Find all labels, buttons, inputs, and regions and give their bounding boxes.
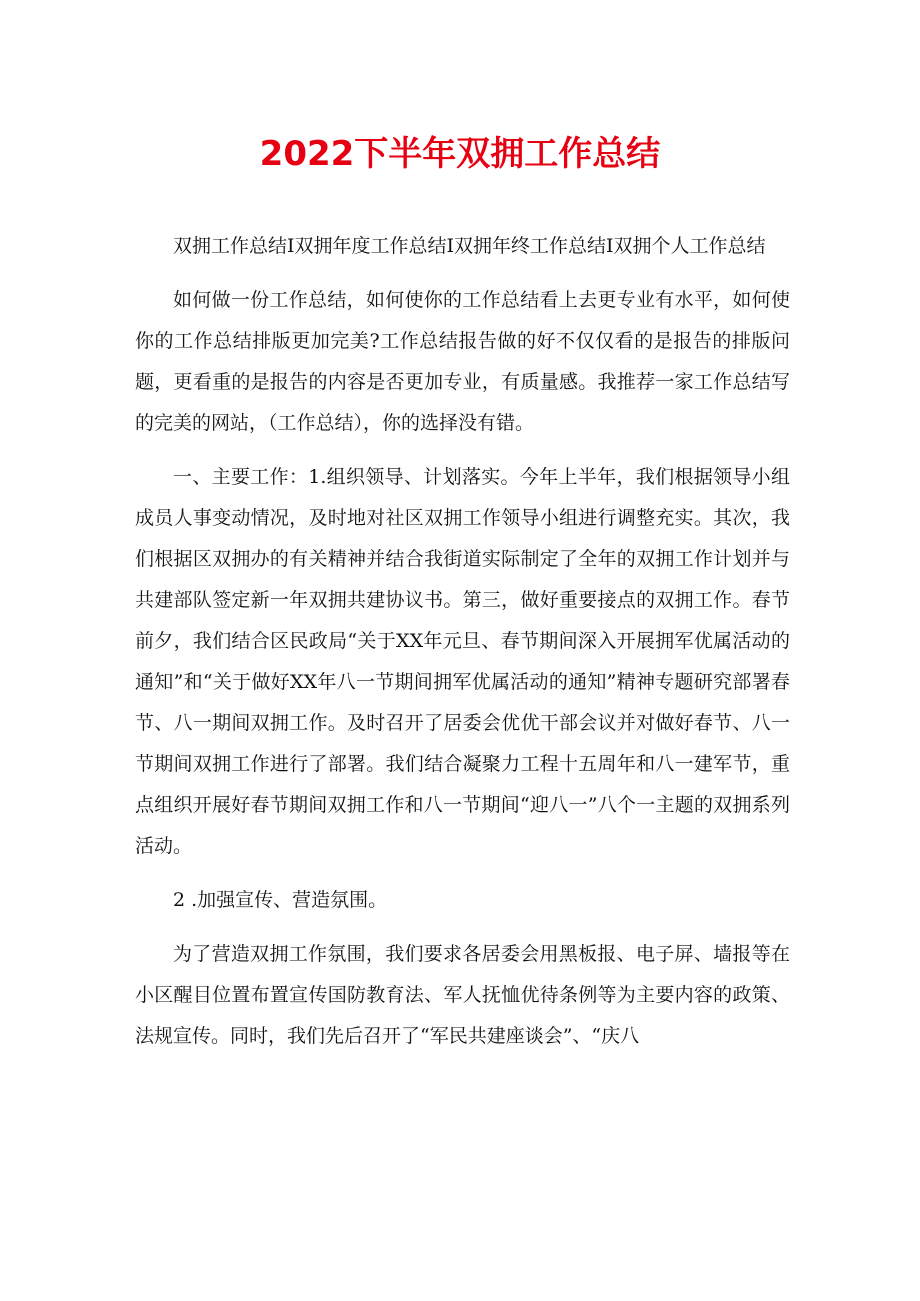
paragraph-intro: 如何做一份工作总结，如何使你的工作总结看上去更专业有水平，如何使你的工作总结排版更加完美?工作总结报告做的好不仅仅看的是报告的排版问题，更看重的是报告的内容是否更加专业，有质量感。我推荐一家工作总结写的完美的网站，（工作总结），你的选择没有错。 xyxy=(135,289,790,434)
paragraph-main-work: 一、主要工作：1.组织领导、计划落实。今年上半年，我们根据领导小组成员人事变动情况，及时地对社区双拥工作领导小组进行调整充实。其次，我们根据区双拥办的有关精神并结合我街道实际制定了全年的双拥工作计划并与共建部队签定新一年双拥共建协议书。第三，做好重要接点的双拥工作。春节前夕，我们结合区民政局“关于XX年元旦、春节期间深入开展拥军优属活动的通知”和“关于做好XX年八一节期间拥军优属活动的通知”精神专题研究部署春节、八一期间双拥工作。及时召开了居委会优优干部会议并对做好春节、八一节期间双拥工作进行了部署。我们结合凝聚力工程十五周年和八一建军节，重点组织开展好春节期间双拥工作和八一节期间“迎八一”八个一主题的双拥系列活动。 xyxy=(135,466,790,857)
document-body xyxy=(135,226,790,1057)
paragraph-publicity: 为了营造双拥工作氛围，我们要求各居委会用黑板报、电子屏、墙报等在小区醒目位置布置宣传国防教育法、军人抚恤优待条例等为主要内容的政策、法规宣传。同时，我们先后召开了“军民共建座谈会”、“庆八 xyxy=(135,943,790,1047)
paragraph-keywords: 双拥工作总结I双拥年度工作总结I双拥年终工作总结I双拥个人工作总结 xyxy=(173,235,766,257)
paragraph-section-heading: 2 .加强宣传、营造氛围。 xyxy=(173,889,388,911)
document-title: 2022下半年双拥工作总结 xyxy=(259,134,661,174)
